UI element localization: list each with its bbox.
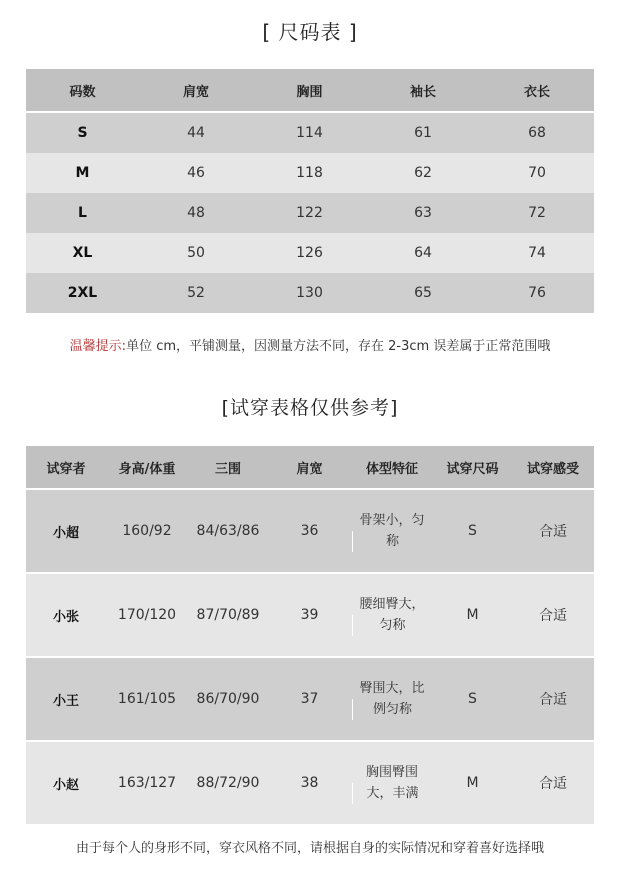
tried-size-value: M: [433, 573, 512, 657]
body-type-line: 骨架小，匀: [359, 513, 425, 528]
size-label: S: [26, 112, 139, 153]
fit-chart-header-row: [26, 446, 594, 489]
length-value: 72: [480, 193, 594, 233]
sleeve-value: 65: [366, 273, 480, 313]
header-chest: 胸围: [253, 69, 366, 112]
sleeve-value: 64: [366, 233, 480, 273]
table-row: [26, 112, 594, 153]
tried-size-value: S: [433, 489, 512, 573]
fit-chart-title: [试穿表格仅供参考]: [221, 397, 399, 419]
tried-size-value: S: [433, 657, 512, 741]
body-type-line: 称: [352, 531, 433, 552]
size-chart-table: [26, 69, 594, 313]
body-type-cell: [351, 741, 433, 824]
sleeve-value: 61: [366, 112, 480, 153]
body-type-cell: [351, 573, 433, 657]
sleeve-value: 62: [366, 153, 480, 193]
shoulder-value: 37: [268, 657, 351, 741]
header-height-weight: 身高/体重: [106, 446, 188, 489]
measurements-value: 87/70/89: [188, 573, 268, 657]
tried-size-value: M: [433, 741, 512, 824]
table-row: [26, 233, 594, 273]
tester-name: 小王: [26, 657, 106, 741]
measurement-note: [0, 335, 620, 354]
height-weight-value: 163/127: [106, 741, 188, 824]
fit-chart-table: [26, 446, 594, 824]
shoulder-value: 36: [268, 489, 351, 573]
shoulder-value: 38: [268, 741, 351, 824]
size-chart-title: [ 尺码表 ]: [262, 20, 358, 44]
chest-value: 114: [253, 112, 366, 153]
body-type-line: 大，丰满: [352, 783, 433, 804]
measurements-value: 84/63/86: [188, 489, 268, 573]
header-size: 码数: [26, 69, 139, 112]
sleeve-value: 63: [366, 193, 480, 233]
body-type-line: 例匀称: [352, 699, 433, 720]
body-type-line: 臀围大，比: [359, 681, 425, 696]
body-type-cell: [351, 657, 433, 741]
length-value: 74: [480, 233, 594, 273]
body-type-line: 胸围臀围: [365, 765, 418, 780]
table-row: [26, 153, 594, 193]
shoulder-value: 50: [139, 233, 253, 273]
table-row: [26, 573, 594, 657]
fit-feel-value: 合适: [512, 741, 594, 824]
chest-value: 130: [253, 273, 366, 313]
length-value: 76: [480, 273, 594, 313]
length-value: 70: [480, 153, 594, 193]
table-row: [26, 193, 594, 233]
body-type-line: 匀称: [352, 615, 433, 636]
table-row: [26, 657, 594, 741]
length-value: 68: [480, 112, 594, 153]
size-label: 2XL: [26, 273, 139, 313]
note-warn-label: 温馨提示:: [69, 339, 127, 354]
tester-name: 小超: [26, 489, 106, 573]
chest-value: 122: [253, 193, 366, 233]
header-fit-feel: 试穿感受: [512, 446, 594, 489]
note-text: 单位 cm，平铺测量，因测量方法不同，存在 2-3cm 误差属于正常范围哦: [126, 339, 551, 354]
footer-note: 由于每个人的身形不同，穿衣风格不同，请根据自身的实际情况和穿着喜好选择哦: [75, 841, 544, 856]
tester-name: 小张: [26, 573, 106, 657]
measurements-value: 86/70/90: [188, 657, 268, 741]
measurements-value: 88/72/90: [188, 741, 268, 824]
header-body-type: 体型特征: [351, 446, 433, 489]
shoulder-value: 44: [139, 112, 253, 153]
size-label: L: [26, 193, 139, 233]
size-chart-header-row: [26, 69, 594, 112]
fit-feel-value: 合适: [512, 573, 594, 657]
header-shoulder: 肩宽: [139, 69, 253, 112]
height-weight-value: 170/120: [106, 573, 188, 657]
table-row: [26, 489, 594, 573]
header-measurements: 三围: [188, 446, 268, 489]
height-weight-value: 160/92: [106, 489, 188, 573]
table-row: [26, 741, 594, 824]
fit-feel-value: 合适: [512, 489, 594, 573]
size-label: M: [26, 153, 139, 193]
header-tried-size: 试穿尺码: [433, 446, 512, 489]
fit-feel-value: 合适: [512, 657, 594, 741]
table-row: [26, 273, 594, 313]
height-weight-value: 161/105: [106, 657, 188, 741]
chest-value: 118: [253, 153, 366, 193]
shoulder-value: 39: [268, 573, 351, 657]
body-type-line: 腰细臀大，: [359, 597, 425, 612]
body-type-cell: [351, 489, 433, 573]
header-sleeve: 袖长: [366, 69, 480, 112]
chest-value: 126: [253, 233, 366, 273]
shoulder-value: 48: [139, 193, 253, 233]
header-shoulder: 肩宽: [268, 446, 351, 489]
header-tester: 试穿者: [26, 446, 106, 489]
shoulder-value: 52: [139, 273, 253, 313]
header-length: 衣长: [480, 69, 594, 112]
shoulder-value: 46: [139, 153, 253, 193]
size-label: XL: [26, 233, 139, 273]
tester-name: 小赵: [26, 741, 106, 824]
